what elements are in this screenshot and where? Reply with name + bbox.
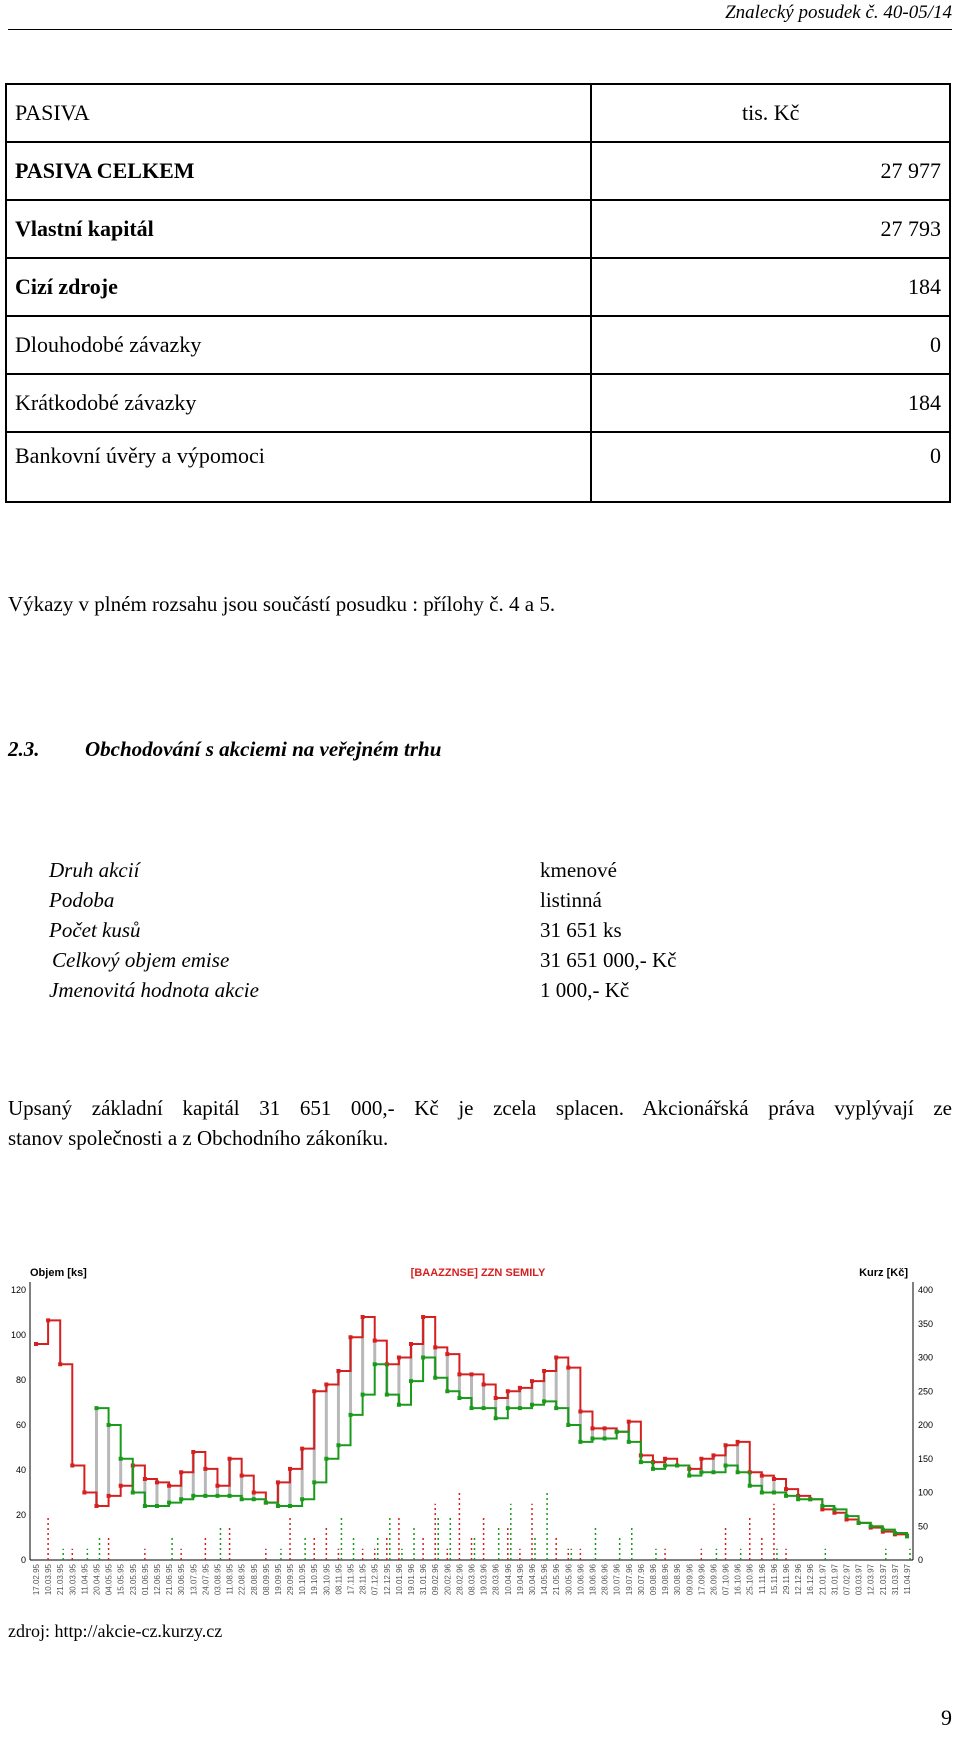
chart-point [46, 1318, 50, 1322]
chart-point [215, 1484, 219, 1488]
chart-point [554, 1406, 558, 1410]
chart-tick-x: 28.08.95 [249, 1564, 259, 1596]
chart-point [385, 1393, 389, 1397]
chart-tick-x: 30.04.96 [527, 1564, 537, 1596]
chart-tick-x: 30.10.95 [322, 1564, 332, 1596]
chart-point [433, 1376, 437, 1380]
chart-point [336, 1369, 340, 1373]
pasiva-row-value: 27 977 [591, 142, 950, 200]
chart-tick-x: 31.01.97 [830, 1564, 840, 1596]
chart-point [143, 1504, 147, 1508]
chart-point [518, 1386, 522, 1390]
chart-point [590, 1437, 594, 1441]
pasiva-row [6, 316, 950, 374]
chart-point [94, 1406, 98, 1410]
paragraph-line-1: Upsaný základní kapitál 31 651 000,- Kč je zcela splacen. Akcionářská práva vyplývají ze [8, 1096, 952, 1120]
chart-price-line [36, 1317, 907, 1536]
chart-point [119, 1484, 123, 1488]
chart-tick-x: 13.07.95 [189, 1564, 199, 1596]
chart-tick-x: 29.09.95 [286, 1564, 296, 1596]
chart-point [627, 1420, 631, 1424]
chart-point [361, 1315, 365, 1319]
chart-point [857, 1521, 861, 1525]
pasiva-table-header [6, 84, 950, 142]
chart-tick-x: 19.10.95 [310, 1564, 320, 1596]
chart-point [494, 1396, 498, 1400]
chart-tick-left: 20 [15, 1510, 26, 1520]
chart-tick-x: 04.05.95 [104, 1564, 114, 1596]
chart-tick-x: 19.07.96 [624, 1564, 634, 1596]
chart-tick-x: 17.02.95 [32, 1564, 41, 1596]
chart-point [724, 1443, 728, 1447]
chart-tick-x: 28.06.96 [600, 1564, 610, 1596]
page-number: 9 [941, 1705, 952, 1730]
chart-point [893, 1531, 897, 1535]
chart-point [179, 1497, 183, 1501]
chart-point [748, 1484, 752, 1488]
chart-tick-x: 11.04.95 [80, 1564, 90, 1595]
chart-point [409, 1342, 413, 1346]
chart-point [482, 1406, 486, 1410]
chart-point [34, 1342, 38, 1346]
chart-point [312, 1480, 316, 1484]
chart-point [107, 1423, 111, 1427]
section-heading [8, 737, 441, 762]
chart-point [288, 1467, 292, 1471]
chart-point [663, 1464, 667, 1468]
chart-point [349, 1413, 353, 1417]
chart-tick-x: 31.01.96 [419, 1564, 429, 1596]
chart-point [663, 1457, 667, 1461]
chart-tick-left: 100 [10, 1330, 26, 1340]
chart-point [699, 1457, 703, 1461]
chart-point [869, 1524, 873, 1528]
chart-tick-right: 100 [918, 1487, 934, 1498]
share-info-value: 31 651 000,- Kč [540, 948, 677, 972]
chart-point [470, 1372, 474, 1376]
chart-tick-x: 28.11.95 [358, 1564, 368, 1595]
attachments-note: Výkazy v plném rozsahu jsou součástí posudku : přílohy č. 4 a 5. [8, 592, 556, 616]
chart-tick-right: 200 [918, 1420, 934, 1430]
chart-tick-x: 09.09.96 [685, 1564, 695, 1596]
chart-tick-x: 12.12.95 [382, 1564, 392, 1596]
capital-paragraph [8, 1093, 952, 1153]
chart-tick-right: 400 [918, 1285, 934, 1295]
chart-tick-x: 28.02.96 [455, 1564, 465, 1596]
chart-point [107, 1494, 111, 1498]
chart-tick-x: 26.09.96 [709, 1564, 719, 1596]
chart-point [699, 1470, 703, 1474]
chart-point [566, 1366, 570, 1370]
chart-point [711, 1453, 715, 1457]
chart-tick-x: 24.07.95 [201, 1564, 211, 1596]
pasiva-row-label: Krátkodobé závazky [6, 374, 591, 432]
chart-point [324, 1383, 328, 1387]
chart-tick-x: 19.03.96 [479, 1564, 489, 1596]
chart-point [397, 1356, 401, 1360]
chart-tick-x: 25.10.96 [745, 1564, 755, 1596]
chart-tick-x: 22.08.95 [237, 1564, 247, 1596]
chart-point [119, 1457, 123, 1461]
pasiva-row [6, 142, 950, 200]
chart-point [203, 1467, 207, 1471]
chart-tick-x: 20.02.96 [443, 1564, 453, 1596]
chart-tick-x: 07.12.95 [370, 1564, 380, 1596]
chart-tick-x: 08.09.95 [261, 1564, 271, 1596]
pasiva-row-label: Cizí zdroje [6, 258, 591, 316]
chart-tick-x: 14.05.96 [540, 1564, 550, 1596]
chart-tick-right: 300 [918, 1352, 934, 1363]
chart-point [639, 1460, 643, 1464]
chart-tick-x: 28.03.96 [491, 1564, 501, 1596]
chart-tick-x: 11.11.96 [757, 1564, 767, 1594]
chart-ylabel-right: Kurz [Kč] [859, 1267, 908, 1279]
chart-tick-x: 08.11.95 [334, 1564, 344, 1595]
chart-tick-x: 03.03.97 [854, 1564, 864, 1596]
chart-point [191, 1494, 195, 1498]
chart-tick-x: 16.10.96 [733, 1564, 743, 1596]
pasiva-row [6, 374, 950, 432]
pasiva-row-value: 184 [591, 258, 950, 316]
chart-point [542, 1399, 546, 1403]
share-info-key: Podoba [49, 888, 115, 912]
chart-point [457, 1396, 461, 1400]
pasiva-row-label: Bankovní úvěry a výpomoci [6, 432, 591, 502]
chart-point [554, 1356, 558, 1360]
pasiva-row-value: 184 [591, 374, 950, 432]
pasiva-row [6, 258, 950, 316]
chart-tick-x: 03.08.95 [213, 1564, 223, 1596]
chart-point [70, 1464, 74, 1468]
source-note: zdroj: http://akcie-cz.kurzy.cz [8, 1621, 223, 1641]
share-info-value: kmenové [540, 858, 617, 882]
chart-tick-left: 0 [20, 1555, 26, 1565]
chart-tick-x: 10.01.96 [394, 1564, 404, 1596]
chart-point [542, 1369, 546, 1373]
chart-tick-x: 29.11.96 [782, 1564, 792, 1595]
chart-tick-x: 10.06.96 [576, 1564, 586, 1596]
chart-point [506, 1389, 510, 1393]
chart-point [252, 1497, 256, 1501]
chart-point [324, 1457, 328, 1461]
chart-point [724, 1464, 728, 1468]
chart-point [784, 1487, 788, 1491]
share-info-value: 31 651 ks [540, 918, 622, 942]
chart-point [131, 1491, 135, 1495]
chart-tick-x: 30.08.96 [673, 1564, 683, 1596]
chart-point [506, 1406, 510, 1410]
chart-point [518, 1406, 522, 1410]
chart-point [167, 1501, 171, 1505]
chart-point [300, 1447, 304, 1451]
chart-tick-x: 15.11.96 [769, 1564, 779, 1595]
chart-point [312, 1389, 316, 1393]
share-info-key: Druh akcií [49, 858, 140, 882]
pasiva-row-value: 0 [591, 316, 950, 374]
pasiva-row-value: 27 793 [591, 200, 950, 258]
chart-point [530, 1403, 534, 1407]
chart-tick-right: 350 [918, 1318, 934, 1329]
chart-tick-x: 09.02.96 [431, 1564, 441, 1596]
chart-point [784, 1494, 788, 1498]
document-reference: Znalecký posudek č. 40-05/14 [725, 2, 952, 23]
chart-point [276, 1480, 280, 1484]
chart-point [530, 1379, 534, 1383]
chart-tick-x: 10.04.96 [503, 1564, 513, 1596]
chart-tick-x: 23.05.95 [128, 1564, 138, 1596]
pasiva-table [5, 83, 951, 503]
chart-point [397, 1403, 401, 1407]
chart-tick-x: 19.01.96 [407, 1564, 417, 1596]
section-number: 2.3. [8, 737, 40, 761]
chart-point [179, 1470, 183, 1474]
chart-tick-x: 10.03.95 [44, 1564, 54, 1596]
chart-point [796, 1497, 800, 1501]
chart-point [736, 1470, 740, 1474]
chart-title: [BAAZZNSE] ZZN SEMILY [410, 1267, 546, 1279]
share-info-value: 1 000,- Kč [540, 978, 630, 1002]
chart-point [167, 1484, 171, 1488]
chart-point [578, 1410, 582, 1414]
chart-tick-left: 120 [10, 1285, 26, 1295]
pasiva-unit: tis. Kč [591, 84, 950, 142]
chart-point [675, 1464, 679, 1468]
chart-point [603, 1437, 607, 1441]
chart-point [361, 1393, 365, 1397]
chart-point [711, 1470, 715, 1474]
chart-point [615, 1430, 619, 1434]
pasiva-row [6, 200, 950, 258]
chart-tick-x: 11.04.97 [903, 1564, 912, 1595]
chart-point [736, 1440, 740, 1444]
chart-point [143, 1477, 147, 1481]
chart-point [905, 1534, 909, 1538]
paragraph-line-2: stanov společnosti a z Obchodního zákoníku. [8, 1126, 389, 1150]
chart-point [687, 1474, 691, 1478]
chart-tick-right: 250 [918, 1386, 934, 1397]
chart-tick-x: 21.05.96 [552, 1564, 562, 1596]
chart-tick-left: 40 [15, 1465, 26, 1475]
chart-tick-x: 01.06.95 [140, 1564, 150, 1596]
chart-point [349, 1335, 353, 1339]
chart-tick-x: 07.02.97 [842, 1564, 852, 1596]
pasiva-row-label: PASIVA CELKEM [6, 142, 591, 200]
chart-point [832, 1507, 836, 1511]
chart-tick-x: 16.12.96 [806, 1564, 816, 1596]
pasiva-row-value: 0 [591, 432, 950, 502]
chart-tick-x: 10.10.95 [298, 1564, 308, 1596]
section-title: Obchodování s akciemi na veřejném trhu [85, 737, 442, 761]
chart-point [482, 1383, 486, 1387]
chart-point [433, 1345, 437, 1349]
chart-tick-x: 31.03.97 [890, 1564, 900, 1596]
chart-point [760, 1474, 764, 1478]
chart-point [566, 1423, 570, 1427]
chart-point [627, 1440, 631, 1444]
chart-tick-x: 21.01.97 [818, 1564, 828, 1596]
pasiva-row-label: Dlouhodobé závazky [6, 316, 591, 374]
pasiva-row [6, 432, 950, 502]
chart-tick-x: 18.06.96 [588, 1564, 598, 1596]
chart-point [470, 1406, 474, 1410]
chart-point [191, 1450, 195, 1454]
chart-tick-right: 150 [918, 1453, 934, 1464]
pasiva-row-label: Vlastní kapitál [6, 200, 591, 258]
chart-point [651, 1467, 655, 1471]
share-info-key: Celkový objem emise [52, 948, 230, 972]
chart-tick-x: 12.06.95 [152, 1564, 162, 1596]
chart-tick-x: 07.10.96 [721, 1564, 731, 1596]
chart-tick-x: 09.08.96 [648, 1564, 658, 1596]
chart-tick-x: 17.11.95 [346, 1564, 356, 1595]
share-info-key: Počet kusů [49, 918, 141, 942]
pasiva-title: PASIVA [6, 84, 591, 142]
chart-point [772, 1477, 776, 1481]
chart-tick-right: 50 [918, 1521, 929, 1532]
chart-tick-x: 21.06.95 [165, 1564, 175, 1596]
chart-point [421, 1356, 425, 1360]
chart-tick-x: 08.03.96 [467, 1564, 477, 1596]
chart-point [881, 1528, 885, 1532]
chart-tick-x: 30.03.95 [68, 1564, 78, 1596]
chart-point [373, 1339, 377, 1343]
chart-price-line [96, 1358, 907, 1537]
chart-point [276, 1504, 280, 1508]
chart-tick-x: 19.08.96 [661, 1564, 671, 1596]
chart-point [228, 1494, 232, 1498]
chart-tick-left: 80 [15, 1375, 26, 1385]
chart-point [457, 1372, 461, 1376]
chart-point [845, 1514, 849, 1518]
chart-point [421, 1315, 425, 1319]
chart-point [445, 1352, 449, 1356]
chart-tick-x: 12.12.96 [794, 1564, 804, 1596]
chart-point [760, 1491, 764, 1495]
chart-point [58, 1362, 62, 1366]
chart-point [409, 1379, 413, 1383]
header-rule [8, 29, 952, 30]
chart-tick-x: 17.09.96 [697, 1564, 707, 1596]
chart-tick-x: 10.07.96 [612, 1564, 622, 1596]
chart-tick-x: 19.09.95 [273, 1564, 283, 1596]
share-info-value: listinná [540, 888, 602, 912]
chart-point [215, 1494, 219, 1498]
chart-tick-x: 20.04.95 [92, 1564, 102, 1596]
chart-point [240, 1497, 244, 1501]
chart-point [590, 1426, 594, 1430]
chart-ylabel-left: Objem [ks] [30, 1267, 87, 1279]
chart-tick-x: 21.03.95 [56, 1564, 66, 1596]
chart-point [288, 1504, 292, 1508]
chart-point [336, 1443, 340, 1447]
chart-point [155, 1504, 159, 1508]
share-info-key: Jmenovitá hodnota akcie [49, 978, 259, 1002]
chart-point [203, 1494, 207, 1498]
chart-tick-right: 0 [918, 1555, 924, 1565]
chart-point [603, 1426, 607, 1430]
chart-point [300, 1497, 304, 1501]
chart-tick-left: 60 [15, 1420, 26, 1430]
chart-tick-x: 12.03.97 [866, 1564, 876, 1596]
chart-tick-x: 30.05.96 [564, 1564, 574, 1596]
stock-chart [8, 1265, 948, 1610]
chart-point [155, 1480, 159, 1484]
chart-point [252, 1491, 256, 1495]
chart-tick-x: 30.07.96 [636, 1564, 646, 1596]
chart-tick-x: 21.03.97 [878, 1564, 888, 1596]
chart-tick-x: 19.04.96 [515, 1564, 525, 1596]
chart-point [578, 1440, 582, 1444]
chart-point [494, 1416, 498, 1420]
chart-point [94, 1504, 98, 1508]
chart-point [240, 1474, 244, 1478]
chart-tick-x: 11.08.95 [225, 1564, 235, 1595]
chart-point [373, 1362, 377, 1366]
chart-point [82, 1491, 86, 1495]
chart-point [808, 1497, 812, 1501]
chart-point [445, 1389, 449, 1393]
chart-point [264, 1501, 268, 1505]
chart-point [772, 1491, 776, 1495]
chart-tick-x: 15.05.95 [116, 1564, 126, 1596]
chart-point [228, 1457, 232, 1461]
chart-point [820, 1504, 824, 1508]
chart-tick-x: 30.06.95 [177, 1564, 187, 1596]
